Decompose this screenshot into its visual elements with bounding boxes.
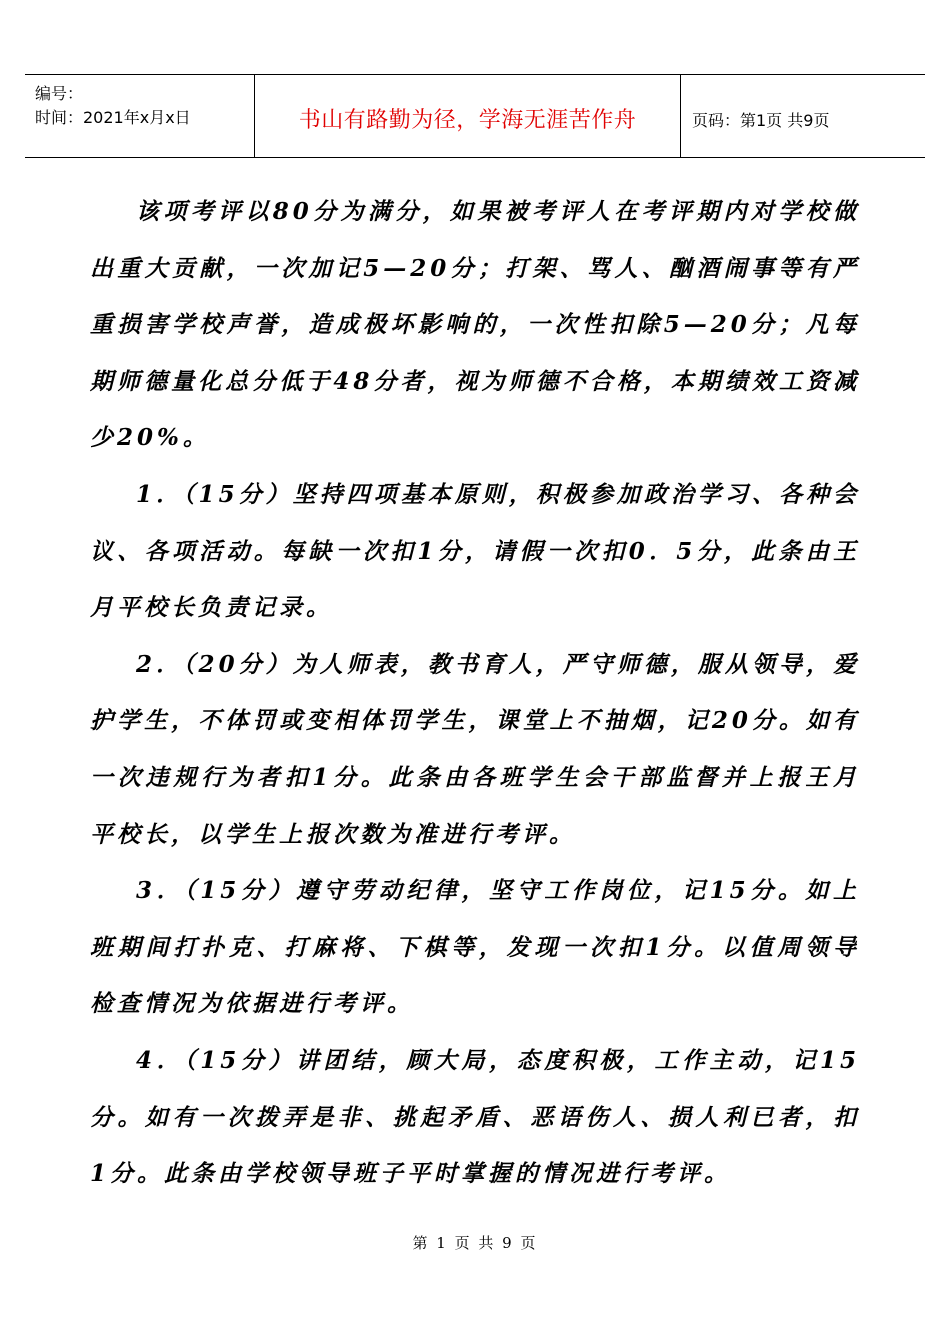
paragraph-item-1: 1．（15分）坚持四项基本原则，积极参加政治学习、各种会议、各项活动。每缺一次扣1分，请假一次扣0．5分，此条由王月平校长负责记录。 [90, 480, 860, 622]
header-motto: 书山有路勤为径，学海无涯苦作舟 [298, 108, 637, 133]
document-number-label: 编号： [35, 84, 84, 103]
document-date-label: 时间：2021年x月x日 [35, 108, 191, 127]
paragraph-item-3: 3．（15分）遵守劳动纪律，坚守工作岗位，记15分。如上班期间打扑克、打麻将、下棋等，发现一次扣1分。以值周领导检查情况为依据进行考评。 [90, 877, 860, 1018]
page-header [25, 74, 925, 158]
header-page-cell [680, 75, 925, 157]
header-meta [25, 75, 254, 157]
paragraph-item-4: 4．（15分）讲团结，顾大局，态度积极，工作主动，记15分。如有一次拨弄是非、挑起矛盾、恶语伤人、损人利已者，扣1分。此条由学校领导班子平时掌握的情况进行考评。 [90, 1046, 860, 1188]
header-motto-cell [254, 75, 681, 157]
paragraph-intro: 该项考评以80分为满分，如果被考评人在考评期内对学校做出重大贡献，一次加记5—20分；打架、骂人、酗酒闹事等有严重损害学校声誉，造成极坏影响的，一次性扣除5—20分；凡每期师德量化总分低于48分者，视为师德不合格，本期绩效工资减少20%。 [90, 198, 860, 452]
page-footer: 第 1 页 共 9 页 [412, 1234, 538, 1252]
paragraph-item-2: 2．（20分）为人师表，教书育人，严守师德，服从领导，爱护学生，不体罚或变相体罚学生，课堂上不抽烟，记20分。如有一次违规行为者扣1分。此条由各班学生会干部监督并上报王月平校长，以学生上报次数为准进行考评。 [90, 650, 860, 848]
document-body [90, 184, 860, 1203]
header-page-number: 页码：第1页 共9页 [692, 111, 830, 130]
